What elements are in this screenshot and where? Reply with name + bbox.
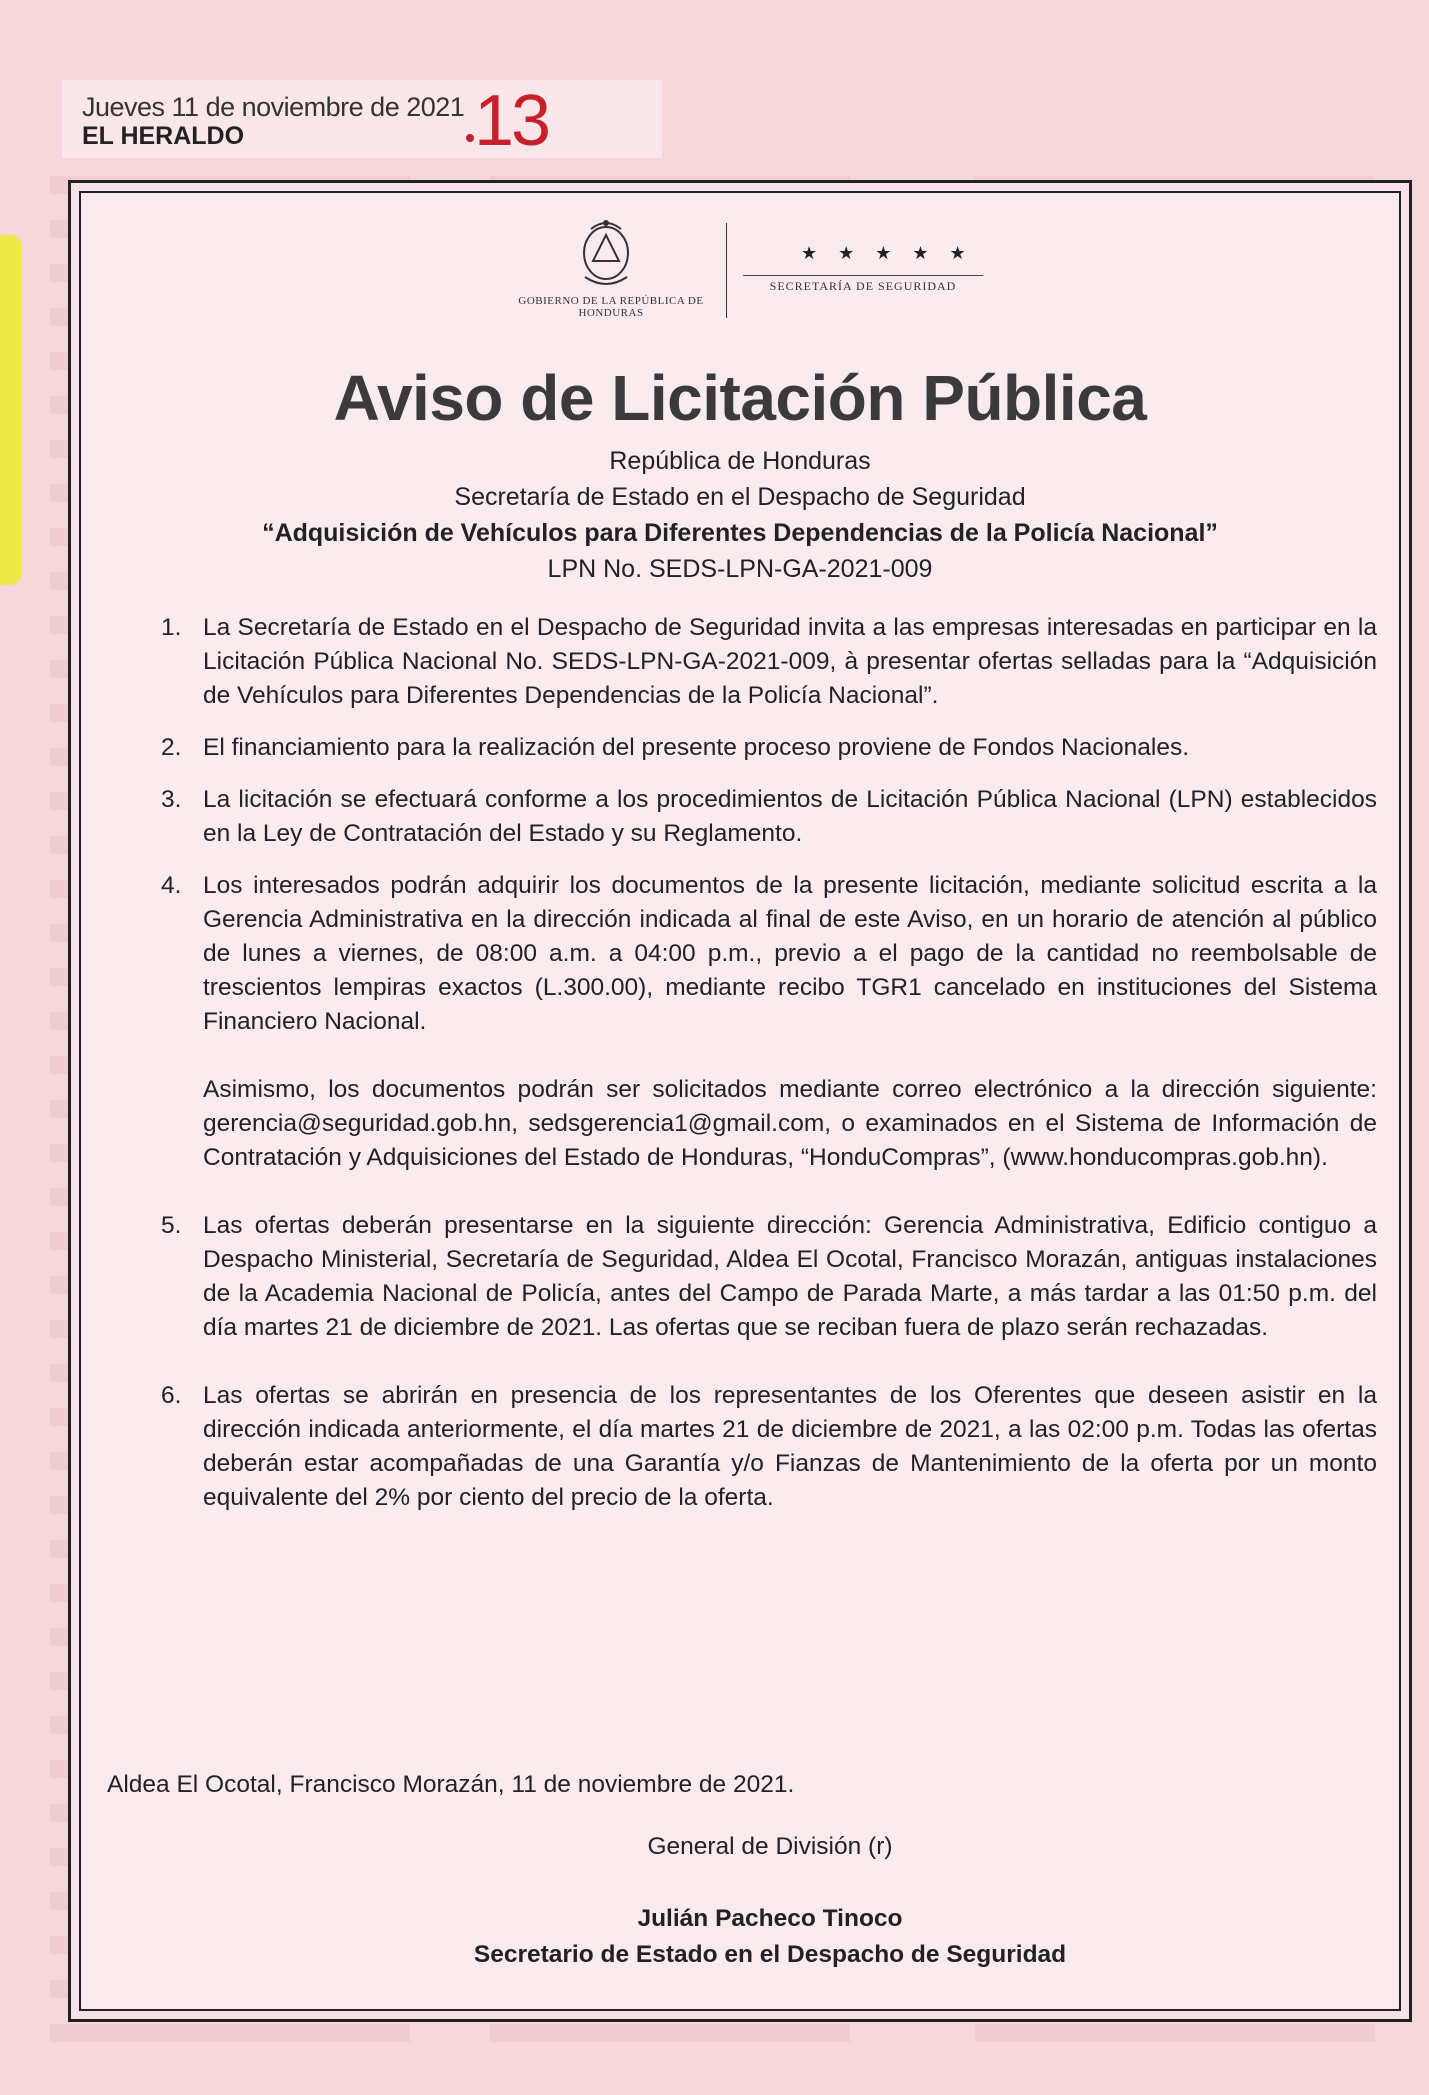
logo-divider (726, 223, 727, 318)
notice-country: República de Honduras (609, 447, 871, 475)
item-number: 1. (161, 614, 182, 641)
item-text: Las ofertas se abrirán en presencia de los representantes de los Oferentes que deseen asistir en la dirección indicada anteriormente, el día martes 21 de diciembre de 2021, a las 02:00 p.m. Todas las ofertas deberán estar acompañadas de una Garantía y/o Fianzas de Mantenimiento de la oferta por un monto equivalente del 2% por ciento del precio de la oferta. (203, 1382, 1377, 1511)
item-text: Los interesados podrán adquirir los documentos de la presente licitación, mediante solicitud escrita a la Gerencia Administrativa en la dirección indicada al final de este Aviso, en un horario de atención al público de lunes a viernes, de 08:00 a.m. a 04:00 p.m., previo a el pago de la cantidad no reembolsable de trescientos lempiras exactos (L.300.00), mediante recibo TGR1 cancelado en instituciones del Sistema Financiero Nacional. (203, 872, 1377, 1035)
item-number: 4. (161, 872, 182, 899)
item-text: Las ofertas deberán presentarse en la siguiente dirección: Gerencia Administrativa, Edificio contiguo a Despacho Ministerial, Secretaría de Seguridad, Aldea El Ocotal, Francisco Morazán, antiguas instalaciones de la Academia Nacional de Policía, antes del Campo de Parada Marte, a más tardar a las 01:50 p.m. del día martes 21 de diciembre de 2021. Las ofertas que se reciban fuera de plazo serán rechazadas. (203, 1212, 1377, 1341)
list-item (161, 869, 1377, 1039)
signatory-rank: General de División (r) (647, 1833, 893, 1860)
logo-ministry-text: SECRETARÍA DE SEGURIDAD (743, 275, 983, 294)
notice-lpn: LPN No. SEDS-LPN-GA-2021-009 (547, 555, 933, 583)
page-number: 13 (474, 81, 549, 161)
item-number: 2. (161, 734, 182, 761)
notice-ministry: Secretaría de Estado en el Despacho de Seguridad (454, 483, 1026, 511)
signatory-name: Julián Pacheco Tinoco (637, 1905, 903, 1932)
header-date: Jueves 11 de noviembre de 2021 (82, 92, 465, 122)
list-item (161, 1209, 1377, 1345)
page-number-dot (466, 134, 474, 142)
notice-items (161, 611, 1377, 1515)
notice-subject: “Adquisición de Vehículos para Diferentes Dependencias de la Policía Nacional” (262, 519, 1218, 547)
list-item (161, 731, 1377, 765)
list-item (161, 611, 1377, 713)
closing-place-date: Aldea El Ocotal, Francisco Morazán, 11 de noviembre de 2021. (107, 1771, 795, 1798)
government-logo (511, 213, 1071, 333)
list-item (161, 1379, 1377, 1515)
item-text: La Secretaría de Estado en el Despacho de Seguridad invita a las empresas interesadas en participar en la Licitación Pública Nacional No. SEDS-LPN-GA-2021-009, à presentar ofertas selladas para la “Adquisición de Vehículos para Diferentes Dependencias de la Policía Nacional”. (203, 614, 1377, 709)
honduras-coat-of-arms-icon (571, 213, 641, 293)
item-text: Asimismo, los documentos podrán ser solicitados mediante correo electrónico a la dirección siguiente: gerencia@seguridad.gob.hn, sedsgerencia1@gmail.com, o examinados en el Sistema de Información de Contratación y Adquisiciones del Estado de Honduras, “HonduCompras”, (www.honducompras.gob.hn). (203, 1076, 1377, 1171)
item-text: La licitación se efectuará conforme a los procedimientos de Licitación Pública Nacional (LPN) establecidos en la Ley de Contratación del Estado y su Reglamento. (203, 786, 1377, 847)
item-number: 5. (161, 1212, 182, 1239)
header-newspaper: EL HERALDO (82, 122, 245, 150)
item-text: El financiamiento para la realización del presente proceso proviene de Fondos Nacionales. (203, 734, 1190, 761)
notice-title: Aviso de Licitación Pública (333, 362, 1147, 434)
item-number: 3. (161, 786, 182, 813)
highlighter-mark (0, 235, 22, 585)
item-number: 6. (161, 1382, 182, 1409)
notice-inner-border (79, 191, 1401, 2011)
logo-government-text: GOBIERNO DE LA REPÚBLICA DE HONDURAS (518, 295, 704, 319)
list-item (161, 783, 1377, 851)
signatory-title: Secretario de Estado en el Despacho de Seguridad (473, 1941, 1067, 1968)
stars-icon: ★ ★ ★ ★ ★ (801, 243, 974, 263)
notice-frame (68, 180, 1412, 2022)
list-item (161, 1073, 1377, 1175)
